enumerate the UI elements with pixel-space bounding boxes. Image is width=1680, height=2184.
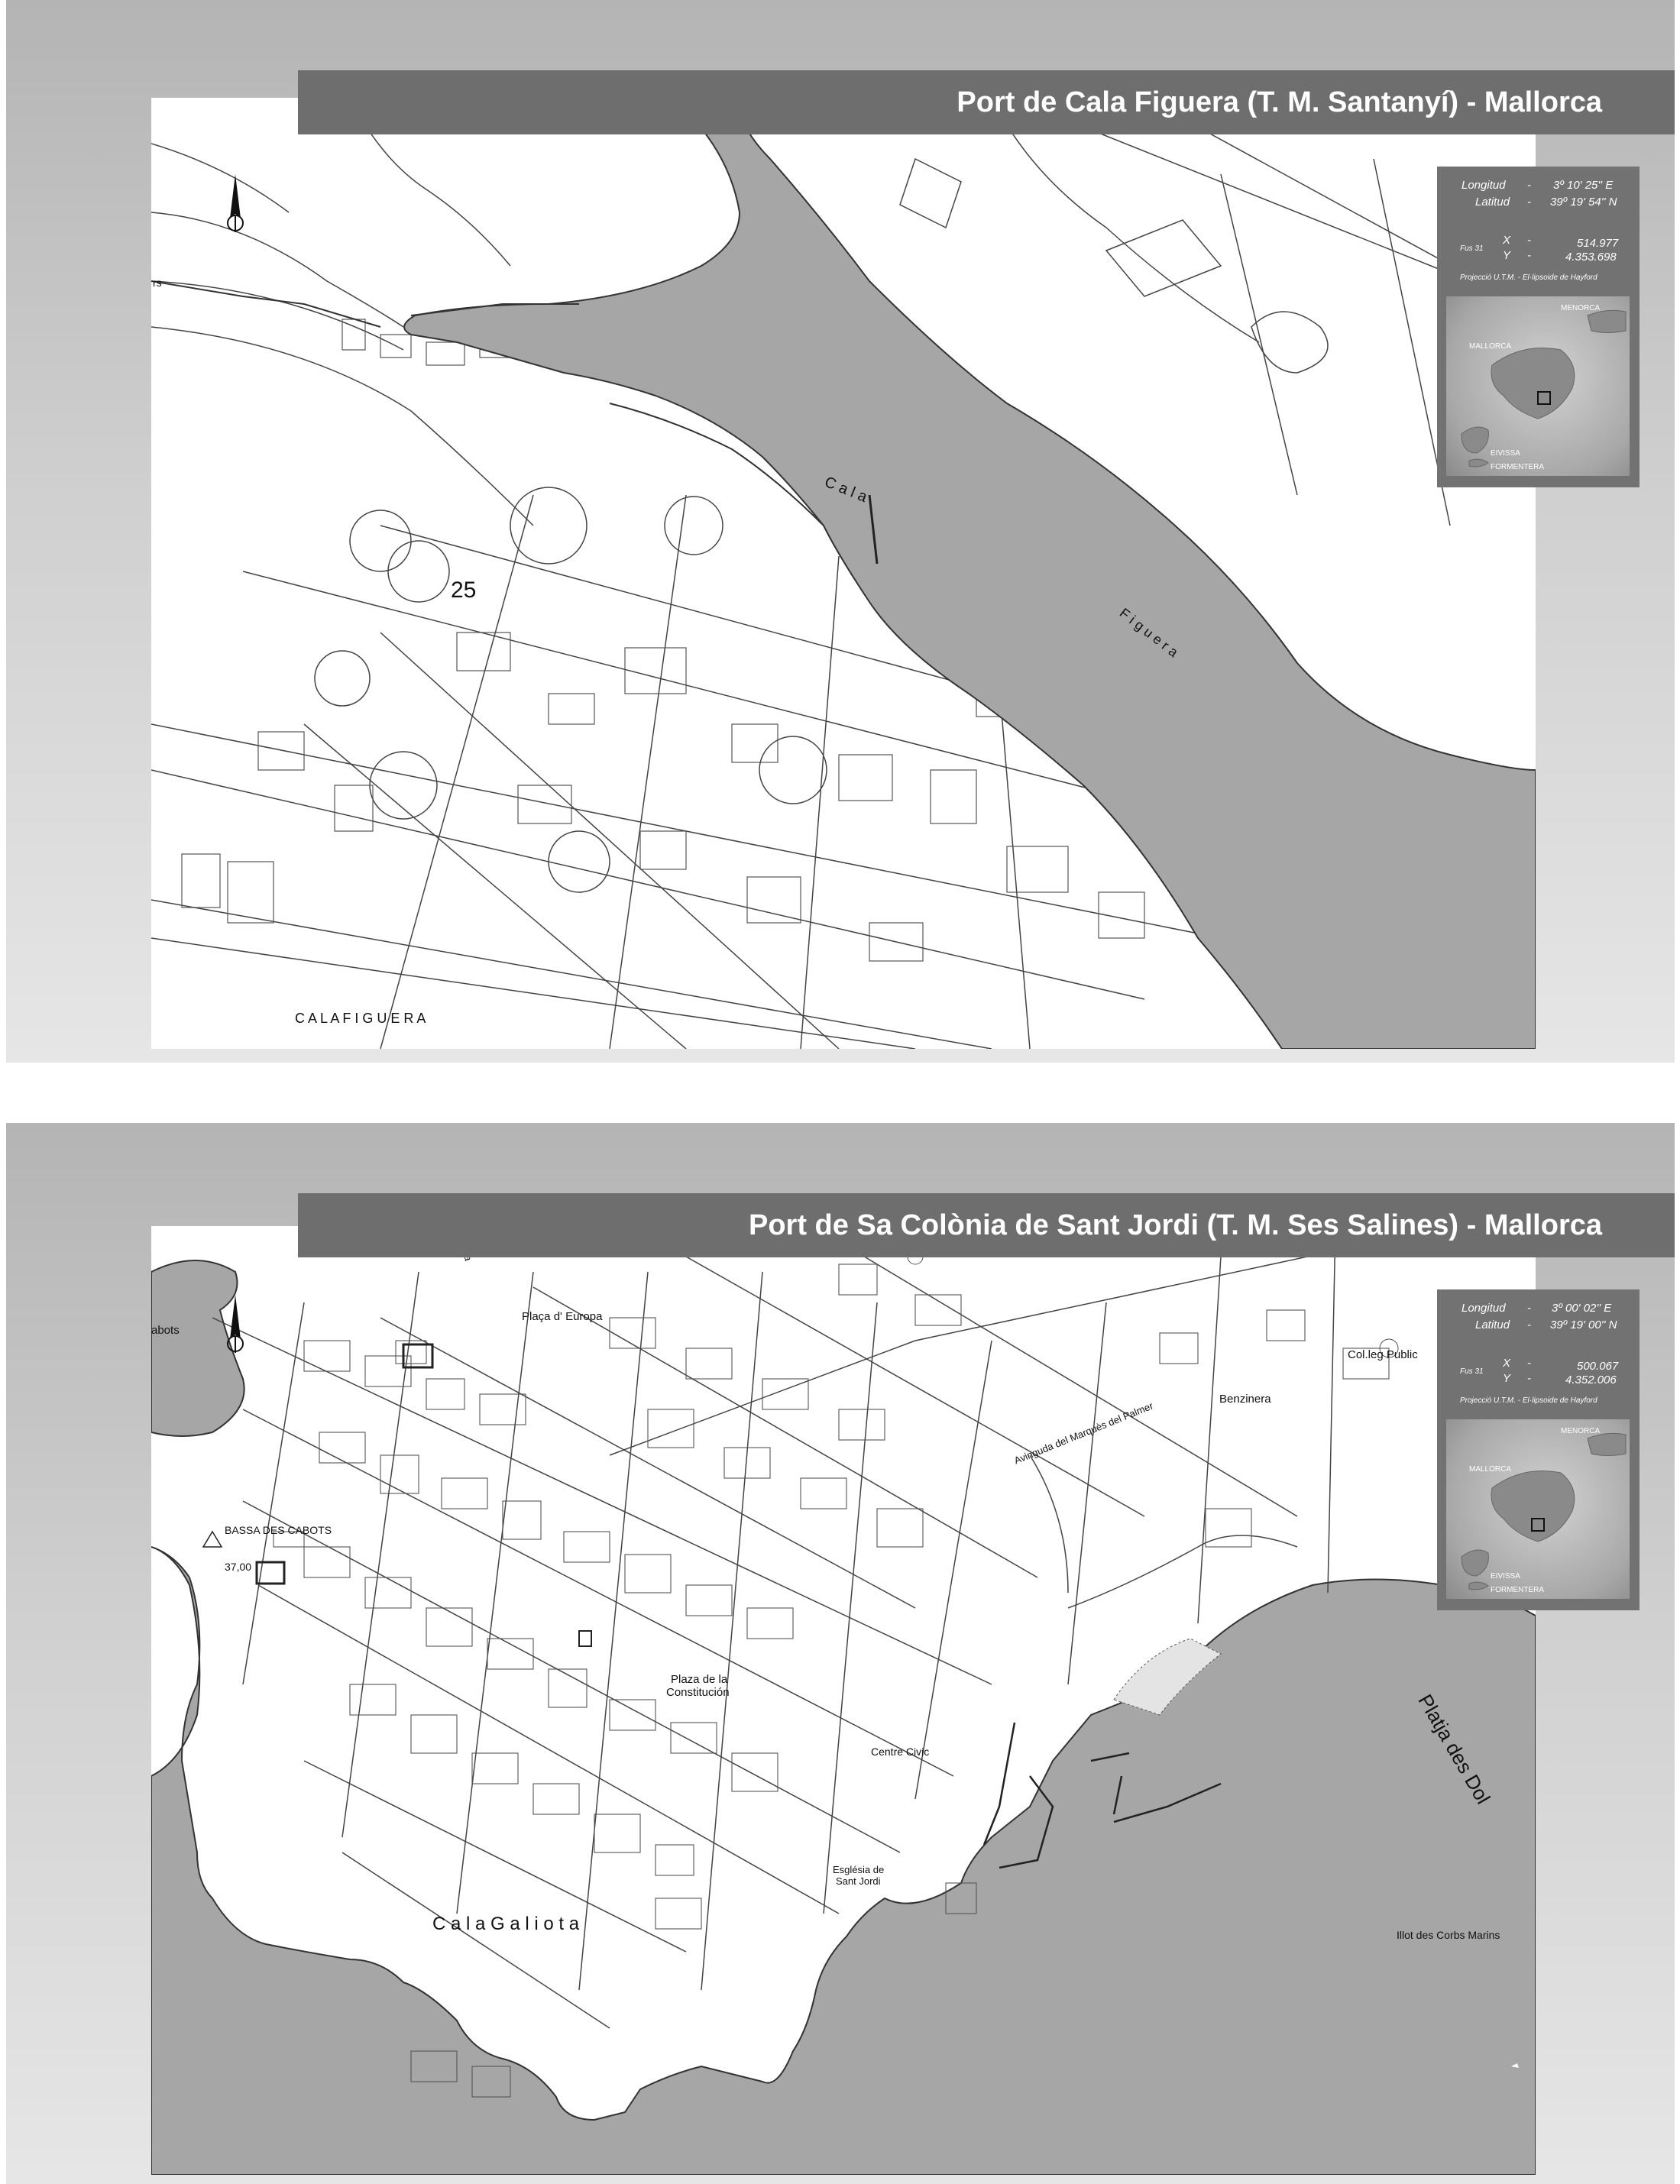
latitud-label: Latitud: [1475, 196, 1510, 209]
projection-note: Projecció U.T.M. - El·lipsoide de Hayford: [1460, 273, 1597, 282]
dash: -: [1527, 234, 1531, 247]
inset-label-mallorca: MALLORCA: [1469, 342, 1512, 351]
longitud-value: 3º 00' 02'' E: [1552, 1302, 1612, 1315]
latitud-value: 39º 19' 54'' N: [1550, 196, 1617, 209]
x-label: X: [1503, 1357, 1511, 1370]
map-panel-colonia-sant-jordi: [6, 1123, 1675, 2184]
map-canvas-cala-figuera[interactable]: [151, 98, 1536, 1049]
north-arrow-icon: [224, 1295, 247, 1356]
map-label-plaza-1: Plaza de la: [671, 1673, 728, 1686]
info-box-coordinates: [1437, 1289, 1640, 1610]
map-label-bassa: BASSA DES CABOTS: [225, 1524, 332, 1536]
y-value: 4.353.698: [1565, 251, 1617, 264]
map-drawing: [151, 1226, 1536, 2175]
dash: -: [1527, 1357, 1531, 1370]
map-label-cala: C a l a: [822, 474, 870, 506]
map-label-benzinera: Benzinera: [1219, 1393, 1271, 1406]
inset-label-eivissa: EIVISSA: [1491, 449, 1520, 458]
map-drawing: [151, 98, 1536, 1049]
map-label-esglesia-2: Sant Jordi: [836, 1875, 881, 1887]
map-label-illot: Illot des Corbs Marins: [1397, 1929, 1500, 1941]
x-value: 500.067: [1577, 1360, 1619, 1373]
inset-label-eivissa: EIVISSA: [1491, 1572, 1520, 1581]
inset-label-menorca: MENORCA: [1561, 304, 1601, 312]
longitud-value: 3º 10' 25'' E: [1553, 179, 1614, 192]
inset-label-formentera: FORMENTERA: [1491, 1586, 1544, 1594]
map-panel-cala-figuera: [6, 0, 1675, 1063]
inset-label-mallorca: MALLORCA: [1469, 1465, 1512, 1474]
balearic-islands-map: [1446, 296, 1630, 476]
map-canvas-colonia-sant-jordi[interactable]: [151, 1226, 1536, 2175]
map-label-cabots: abots: [151, 1324, 180, 1337]
projection-note: Projecció U.T.M. - El·lipsoide de Hayford: [1460, 1396, 1597, 1405]
y-label: Y: [1503, 1372, 1511, 1385]
inset-label-formentera: FORMENTERA: [1491, 463, 1544, 471]
page-title: Port de Cala Figuera (T. M. Santanyí) - Mallorca: [298, 70, 1675, 134]
dash: -: [1527, 1372, 1531, 1385]
page-title: Port de Sa Colònia de Sant Jordi (T. M. Ses Salines) - Mallorca: [298, 1193, 1675, 1257]
locator-inset-map: [1446, 1419, 1630, 1599]
map-label-edge: rs: [153, 277, 162, 289]
locator-inset-map: [1446, 296, 1630, 476]
y-value: 4.352.006: [1565, 1373, 1617, 1386]
map-label-platja: Platja des Dol: [1413, 1690, 1495, 1808]
dash: -: [1527, 1302, 1531, 1315]
latitud-value: 39º 19' 00'' N: [1550, 1318, 1617, 1331]
longitud-label: Longitud: [1462, 179, 1506, 192]
map-label-elevation: 37,00: [225, 1561, 252, 1573]
fus-label: Fus 31: [1460, 1367, 1484, 1376]
map-label-figuera: F i g u e r a: [1116, 605, 1181, 661]
map-label-cala-figuera: C A L A F I G U E R A: [295, 1011, 426, 1026]
longitud-label: Longitud: [1462, 1302, 1506, 1315]
map-label-esglesia-1: Església de: [833, 1864, 885, 1875]
inset-label-menorca: MENORCA: [1561, 1427, 1601, 1435]
info-box-coordinates: [1437, 167, 1640, 487]
y-label: Y: [1503, 249, 1511, 262]
latitud-label: Latitud: [1475, 1318, 1510, 1331]
map-label-centre-civic: Centre Civic: [871, 1746, 930, 1758]
x-label: X: [1503, 234, 1511, 247]
map-label-coleg-public: Col.leg Public: [1348, 1348, 1418, 1361]
dash: -: [1527, 249, 1531, 262]
map-label-cala-galiota: C a l a G a l i o t a: [432, 1914, 580, 1934]
map-label-plaza-2: Constitución: [666, 1686, 730, 1699]
north-arrow-icon: [224, 174, 247, 235]
map-label-height: 25: [451, 578, 477, 603]
balearic-islands-map: [1446, 1419, 1630, 1599]
map-label-avinguda: Avinguda del Marquès del Palmer: [1012, 1399, 1155, 1467]
dash: -: [1527, 179, 1531, 192]
x-value: 514.977: [1577, 237, 1619, 250]
map-label-placa-europa: Plaça d' Europa: [522, 1310, 603, 1323]
dash: -: [1527, 1318, 1531, 1331]
dash: -: [1527, 196, 1531, 209]
fus-label: Fus 31: [1460, 244, 1484, 253]
